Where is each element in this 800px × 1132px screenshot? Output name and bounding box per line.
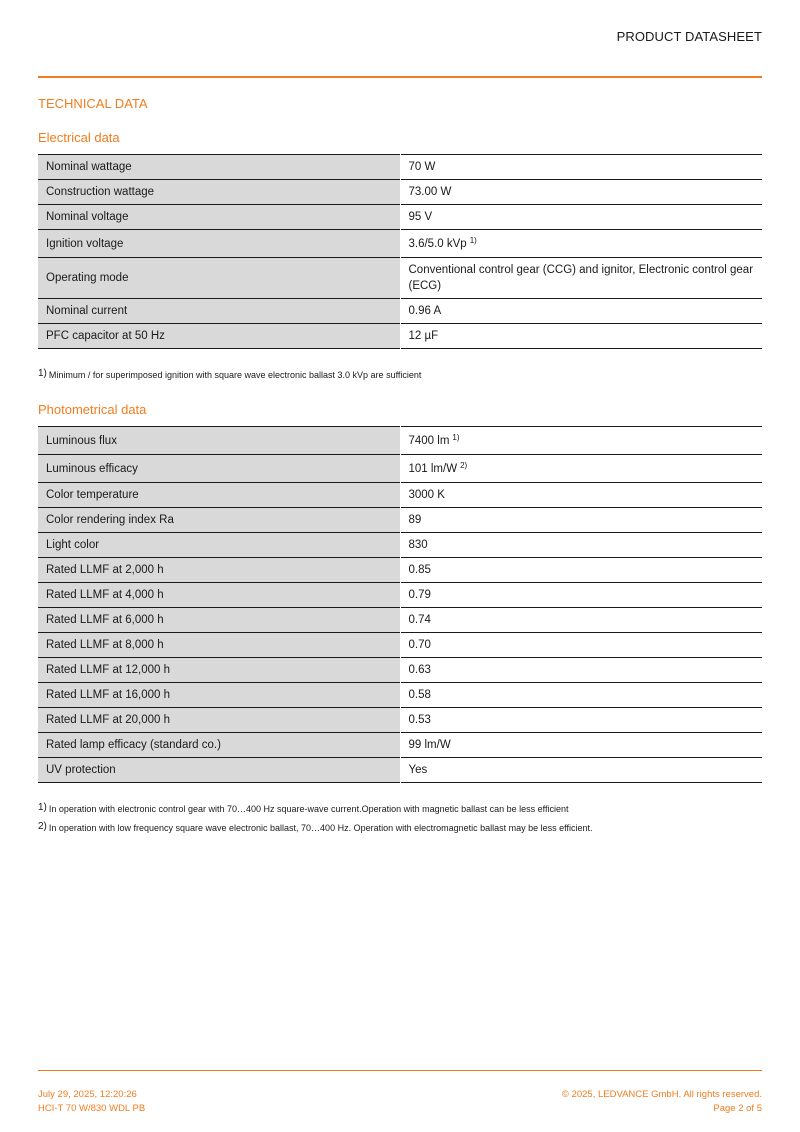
row-value: [400, 299, 762, 324]
row-value: [400, 608, 762, 633]
row-value: [400, 427, 762, 455]
footnote: [38, 823, 593, 834]
row-value-text: 0.53: [408, 714, 431, 726]
row-label: Rated LLMF at 2,000 h: [38, 558, 400, 583]
row-value: [400, 324, 762, 349]
row-value-text: 0.79: [408, 589, 431, 601]
table-row: [38, 533, 762, 558]
page-header-title: PRODUCT DATASHEET: [616, 29, 762, 44]
table-row: [38, 508, 762, 533]
row-value: [400, 180, 762, 205]
row-value-text: Yes: [408, 764, 428, 776]
row-label: Rated lamp efficacy (standard co.): [38, 733, 400, 758]
footer-product-name: HCI-T 70 W/830 WDL PB: [38, 1103, 146, 1114]
table-row: [38, 230, 762, 258]
row-value-text: 101 lm/W: [408, 462, 458, 475]
row-value: [400, 483, 762, 508]
row-value: [400, 683, 762, 708]
row-label: Color temperature: [38, 483, 400, 508]
row-label: Rated LLMF at 16,000 h: [38, 683, 400, 708]
row-value: [400, 558, 762, 583]
table-row: [38, 708, 762, 733]
table-row: [38, 683, 762, 708]
row-label: Nominal current: [38, 299, 400, 324]
row-value-text: 73.00 W: [408, 186, 452, 198]
footer-left: [38, 1088, 145, 1116]
row-label: Nominal wattage: [38, 155, 400, 180]
section-title: TECHNICAL DATA: [38, 96, 148, 111]
row-value-text: 99 lm/W: [408, 739, 451, 751]
table-row: [38, 180, 762, 205]
row-value: [400, 758, 762, 783]
table-row: [38, 633, 762, 658]
table-row: [38, 205, 762, 230]
row-value-text: 830: [408, 539, 428, 551]
table-row: [38, 583, 762, 608]
row-value-text: 0.96 A: [408, 305, 442, 317]
row-value-text: 0.85: [408, 564, 431, 576]
row-value-text: 0.58: [408, 689, 431, 701]
footnote-marker: 2): [460, 460, 468, 470]
row-value: [400, 658, 762, 683]
row-label: Rated LLMF at 12,000 h: [38, 658, 400, 683]
footer-right: [562, 1088, 762, 1116]
footnote-mark: 2): [38, 821, 47, 832]
table-row: [38, 658, 762, 683]
photometrical-data-table: [38, 426, 762, 783]
footnote: [38, 370, 421, 381]
footer-datetime: July 29, 2025, 12:20:26: [38, 1089, 137, 1100]
row-value: [400, 583, 762, 608]
row-label: Construction wattage: [38, 180, 400, 205]
electrical-data-title: Electrical data: [38, 130, 120, 145]
footer-divider: [38, 1070, 762, 1071]
row-value: [400, 708, 762, 733]
footnote-text: In operation with low frequency square wave electronic ballast, 70…400 Hz. Operation with electromagnetic ballast may be less efficient.: [48, 823, 593, 833]
row-label: PFC capacitor at 50 Hz: [38, 324, 400, 349]
table-row: [38, 455, 762, 483]
row-value: [400, 633, 762, 658]
footnote-marker: 1): [469, 235, 477, 245]
footnote-mark: 1): [38, 368, 47, 379]
row-label: Luminous efficacy: [38, 455, 400, 483]
table-row: [38, 758, 762, 783]
row-value: [400, 733, 762, 758]
table-row: [38, 733, 762, 758]
photometrical-data-title: Photometrical data: [38, 402, 147, 417]
row-label: Rated LLMF at 4,000 h: [38, 583, 400, 608]
row-value-text: 70 W: [408, 161, 436, 173]
footer-page-number: Page 2 of 5: [713, 1103, 762, 1114]
row-value-text: 7400 lm: [408, 434, 450, 447]
table-row: [38, 558, 762, 583]
row-value-text: Conventional control gear (CCG) and ignitor, Electronic control gear (ECG): [408, 264, 754, 292]
row-label: Operating mode: [38, 258, 400, 299]
row-label: Rated LLMF at 20,000 h: [38, 708, 400, 733]
table-row: [38, 299, 762, 324]
row-value-text: 95 V: [408, 211, 433, 223]
footnote-marker: 1): [452, 432, 460, 442]
footnote: [38, 804, 569, 815]
row-label: Rated LLMF at 6,000 h: [38, 608, 400, 633]
row-value: [400, 155, 762, 180]
row-label: Light color: [38, 533, 400, 558]
row-value: [400, 455, 762, 483]
table-row: [38, 324, 762, 349]
footnote-text: Minimum / for superimposed ignition with square wave electronic ballast 3.0 kVp are sufficient: [48, 370, 422, 380]
header-divider: [38, 76, 762, 78]
row-label: Nominal voltage: [38, 205, 400, 230]
table-row: [38, 608, 762, 633]
row-value-text: 0.63: [408, 664, 431, 676]
footer-copyright: © 2025, LEDVANCE GmbH. All rights reserved.: [561, 1089, 762, 1100]
table-row: [38, 258, 762, 299]
footnote-text: In operation with electronic control gear with 70…400 Hz square-wave current.Operation with magnetic ballast can be less efficient: [48, 804, 569, 814]
row-value: [400, 258, 762, 299]
table-row: [38, 427, 762, 455]
row-label: UV protection: [38, 758, 400, 783]
table-row: [38, 155, 762, 180]
row-value: [400, 508, 762, 533]
row-value: [400, 533, 762, 558]
row-value: [400, 205, 762, 230]
table-row: [38, 483, 762, 508]
row-value-text: 3.6/5.0 kVp: [408, 237, 467, 250]
row-label: Color rendering index Ra: [38, 508, 400, 533]
row-value-text: 3000 K: [408, 489, 445, 501]
row-label: Rated LLMF at 8,000 h: [38, 633, 400, 658]
footnote-mark: 1): [38, 802, 47, 813]
row-value-text: 89: [408, 514, 422, 526]
row-value: [400, 230, 762, 258]
row-label: Ignition voltage: [38, 230, 400, 258]
row-value-text: 0.74: [408, 614, 431, 626]
row-label: Luminous flux: [38, 427, 400, 455]
row-value-text: 0.70: [408, 639, 431, 651]
row-value-text: 12 µF: [408, 330, 439, 342]
electrical-data-table: [38, 154, 762, 349]
